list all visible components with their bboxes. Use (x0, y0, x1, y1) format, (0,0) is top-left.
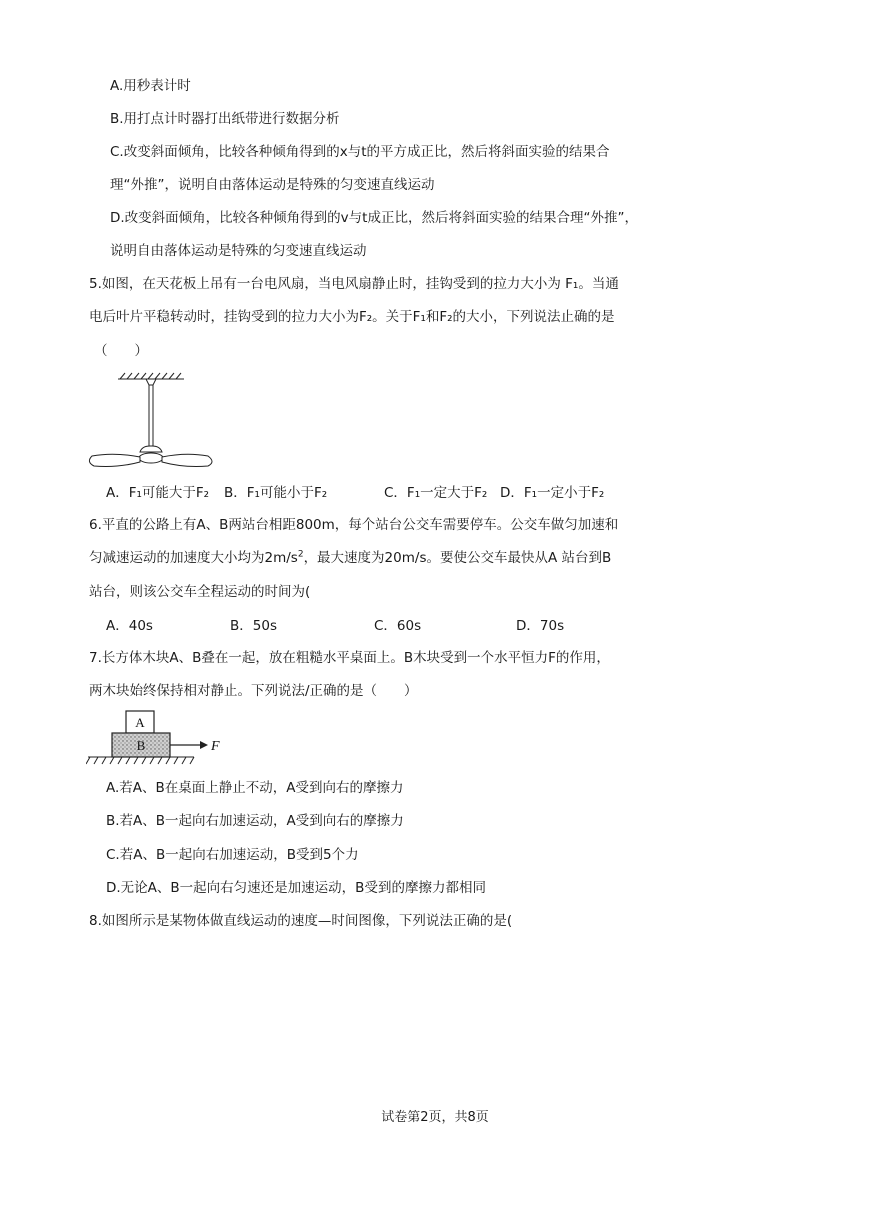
q6-stem-line1: 6.平直的公路上有A、B两站台相距800m，每个站台公交车需要停车。公交车做匀加速和 (89, 517, 619, 533)
blocks-figure (86, 708, 236, 770)
q7-option-b: B.若A、B一起向右加速运动，A受到向右的摩擦力 (106, 813, 404, 829)
q7-stem-line2: 两木块始终保持相对静止。下列说法/正确的是（ ） (89, 683, 418, 699)
q5-option-c: C．F₁一定大于F₂ (384, 485, 488, 501)
q4-option-a: A.用秒表计时 (110, 78, 191, 94)
q5-answer-bracket: （ ） (94, 343, 148, 359)
q4-option-b: B.用打点计时器打出纸带进行数据分析 (110, 111, 340, 127)
q5-option-d: D．F₁一定小于F₂ (500, 485, 605, 501)
q6-option-b: B．50s (230, 618, 277, 634)
q7-option-a: A.若A、B在桌面上静止不动，A受到向右的摩擦力 (106, 780, 404, 796)
fan-blade-left (89, 454, 140, 466)
q4-option-c-line1: C.改变斜面倾角，比较各种倾角得到的x与t的平方成正比，然后将斜面实验的结果合 (110, 144, 610, 160)
q5-stem-line1: 5.如图，在天花板上吊有一台电风扇，当电风扇静止时，挂钩受到的拉力大小为 F₁。当通 (89, 276, 619, 292)
q5-option-a: A．F₁可能大于F₂ (106, 485, 210, 501)
q6-option-d: D．70s (516, 618, 565, 634)
q5-option-b: B．F₁可能小于F₂ (224, 485, 328, 501)
fan-blade-right (162, 454, 212, 466)
q4-option-d-line1: D.改变斜面倾角，比较各种倾角得到的v与t成正比，然后将斜面实验的结果合理“外推”， (110, 210, 638, 226)
force-label: F (211, 739, 220, 754)
fan-rod (149, 385, 153, 447)
q8-stem-line1: 8.如图所示是某物体做直线运动的速度—时间图像，下列说法正确的是( (89, 913, 513, 929)
block-a-label: A (135, 715, 145, 730)
block-b-label: B (136, 738, 146, 753)
page-footer: 试卷第2页，共8页 (381, 1110, 489, 1125)
ceiling-hatch (118, 373, 184, 379)
table-hatch (86, 757, 194, 764)
q6-option-c: C．60s (374, 618, 422, 634)
q6-stem-line2: 匀减速运动的加速度大小均为$2m/s^2$，最大速度为20m/s。要使公交车最快从A 站台到B (89, 549, 612, 566)
q7-stem-line1: 7.长方体木块A、B叠在一起，放在粗糙水平桌面上。B木块受到一个水平恒力F的作用， (89, 650, 610, 666)
q7-option-d: D.无论A、B一起向右匀速还是加速运动，B受到的摩擦力都相同 (106, 880, 486, 896)
q4-option-c-line2: 理“外推”，说明自由落体运动是特殊的匀变速直线运动 (110, 177, 435, 193)
q6-option-a: A．40s (106, 618, 153, 634)
fan-motor (140, 446, 162, 452)
q5-stem-line2: 电后叶片平稳转动时，挂钩受到的拉力大小为F₂。关于F₁和F₂的大小，下列说法止确的是 (89, 309, 615, 325)
ceiling-fan-figure (84, 372, 220, 472)
q6-stem-line3: 站台，则该公交车全程运动的时间为( (89, 584, 311, 600)
q4-option-d-line2: 说明自由落体运动是特殊的匀变速直线运动 (110, 243, 367, 259)
q7-option-c: C.若A、B一起向右加速运动，B受到5个力 (106, 847, 359, 863)
